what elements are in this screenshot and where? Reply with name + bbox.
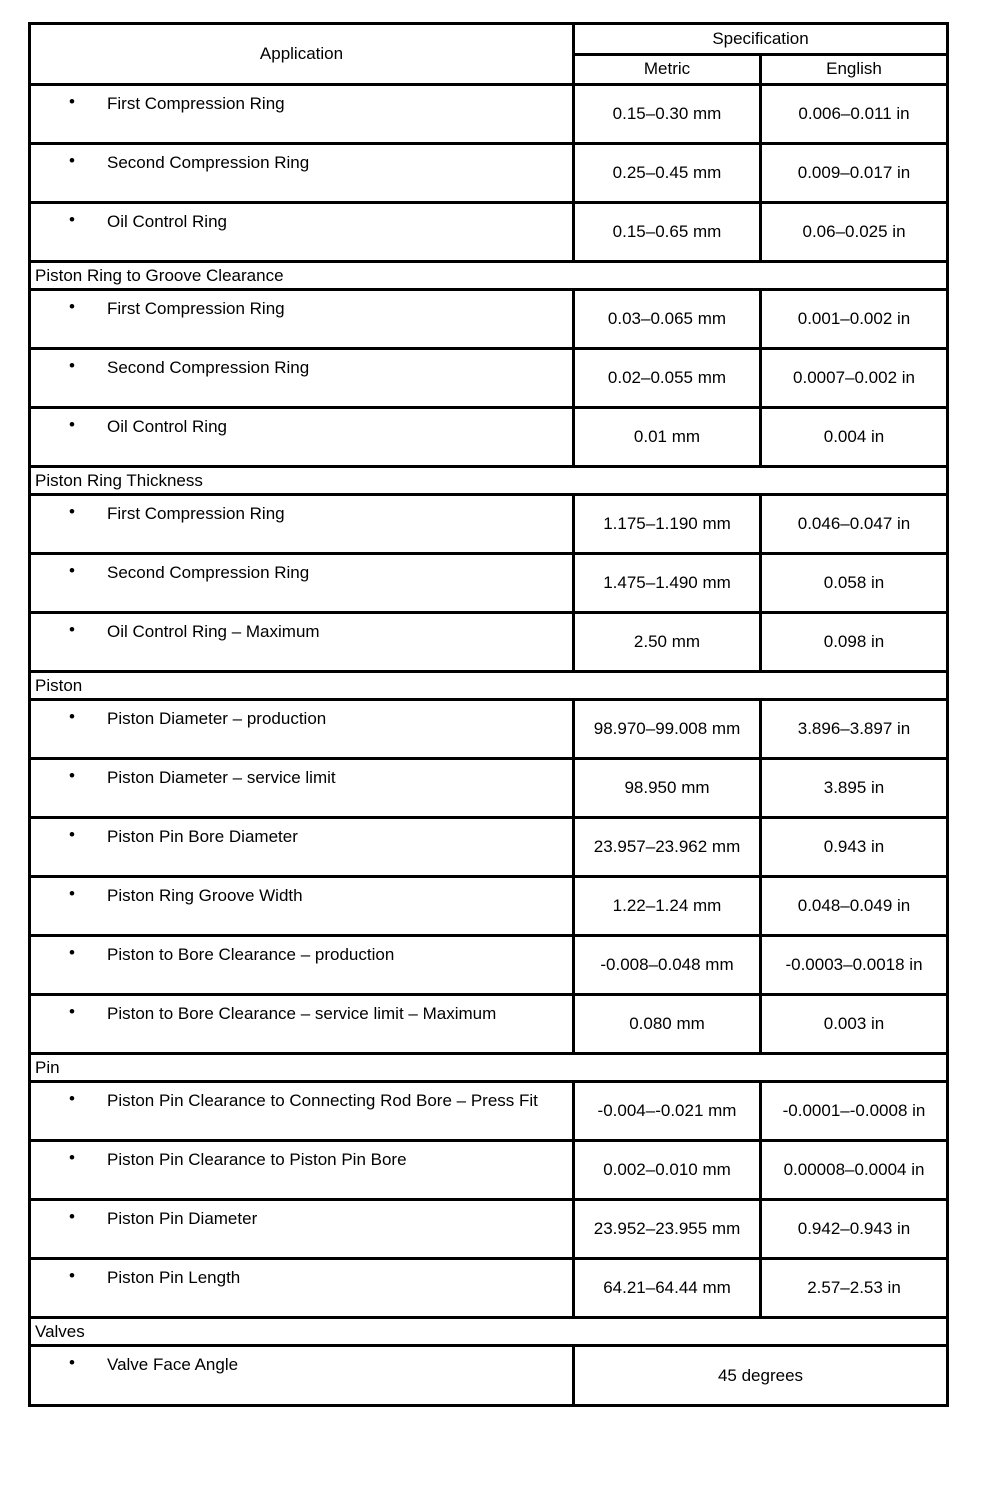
application-cell [30,877,574,936]
application-header: Application [30,24,574,85]
application-cell [30,1200,574,1259]
bullet-icon: • [69,825,75,844]
english-value: 3.895 in [761,759,948,818]
table-row [30,613,948,672]
application-label: Second Compression Ring [107,358,310,377]
english-value: 0.001–0.002 in [761,290,948,349]
section-heading: Valves [30,1318,948,1346]
application-cell [30,554,574,613]
section-row [30,262,948,290]
metric-value: 1.475–1.490 mm [574,554,761,613]
table-row [30,203,948,262]
bullet-icon: • [69,151,75,170]
section-row [30,672,948,700]
english-value: -0.0003–0.0018 in [761,936,948,995]
application-label: Piston to Bore Clearance – service limit – Maximum [107,1004,497,1023]
application-label: Piston Ring Groove Width [107,886,303,905]
application-cell [30,1259,574,1318]
table-row [30,700,948,759]
bullet-icon: • [69,561,75,580]
metric-value: 0.002–0.010 mm [574,1141,761,1200]
bullet-icon: • [69,1148,75,1167]
application-label: First Compression Ring [107,504,285,523]
english-value: 0.009–0.017 in [761,144,948,203]
bullet-icon: • [69,1266,75,1285]
metric-value: 1.175–1.190 mm [574,495,761,554]
metric-value: 0.02–0.055 mm [574,349,761,408]
application-label: Piston Pin Clearance to Piston Pin Bore [107,1150,407,1169]
metric-value: 0.15–0.65 mm [574,203,761,262]
application-cell [30,408,574,467]
application-label: Piston Pin Clearance to Connecting Rod Bore – Press Fit [107,1091,538,1110]
english-value: 0.046–0.047 in [761,495,948,554]
metric-value: 0.01 mm [574,408,761,467]
bullet-icon: • [69,1207,75,1226]
english-value: 2.57–2.53 in [761,1259,948,1318]
table-row [30,1259,948,1318]
english-value: 0.058 in [761,554,948,613]
bullet-icon: • [69,210,75,229]
application-cell [30,495,574,554]
english-value: 0.0007–0.002 in [761,349,948,408]
bullet-icon: • [69,415,75,434]
english-value: 0.048–0.049 in [761,877,948,936]
metric-value: 2.50 mm [574,613,761,672]
application-cell [30,759,574,818]
metric-value: 0.25–0.45 mm [574,144,761,203]
application-cell [30,349,574,408]
section-heading: Pin [30,1054,948,1082]
bullet-icon: • [69,92,75,111]
application-cell [30,936,574,995]
application-label: Oil Control Ring [107,212,227,231]
metric-value: 0.080 mm [574,995,761,1054]
application-label: Piston Diameter – service limit [107,768,336,787]
application-label: Oil Control Ring – Maximum [107,622,320,641]
application-cell [30,1082,574,1141]
application-label: First Compression Ring [107,94,285,113]
application-label: Second Compression Ring [107,563,310,582]
table-row [30,1200,948,1259]
table-row [30,995,948,1054]
bullet-icon: • [69,356,75,375]
english-value: 0.06–0.025 in [761,203,948,262]
metric-value: 0.15–0.30 mm [574,85,761,144]
bullet-icon: • [69,766,75,785]
metric-value: -0.004–-0.021 mm [574,1082,761,1141]
english-value: -0.0001–-0.0008 in [761,1082,948,1141]
bullet-icon: • [69,1002,75,1021]
metric-value: 1.22–1.24 mm [574,877,761,936]
english-value: 0.098 in [761,613,948,672]
bullet-icon: • [69,1089,75,1108]
application-label: Piston Diameter – production [107,709,327,728]
application-cell [30,85,574,144]
table-row [30,1346,948,1406]
bullet-icon: • [69,1353,75,1372]
application-cell [30,144,574,203]
section-heading: Piston [30,672,948,700]
metric-value: 23.952–23.955 mm [574,1200,761,1259]
table-row [30,495,948,554]
application-label: First Compression Ring [107,299,285,318]
application-cell [30,1141,574,1200]
application-label: Piston Pin Diameter [107,1209,258,1228]
english-value: 0.00008–0.0004 in [761,1141,948,1200]
application-cell [30,290,574,349]
metric-value: 0.03–0.065 mm [574,290,761,349]
english-value: 0.943 in [761,818,948,877]
application-label: Piston to Bore Clearance – production [107,945,395,964]
bullet-icon: • [69,884,75,903]
english-value: 0.942–0.943 in [761,1200,948,1259]
table-row [30,759,948,818]
section-row [30,1318,948,1346]
metric-value: 64.21–64.44 mm [574,1259,761,1318]
application-label: Valve Face Angle [107,1355,239,1374]
section-row [30,467,948,495]
table-row [30,554,948,613]
english-value: 0.006–0.011 in [761,85,948,144]
specification-table [28,22,949,1407]
specification-body [30,85,948,1406]
table-row [30,349,948,408]
metric-value: 98.950 mm [574,759,761,818]
table-row [30,408,948,467]
table-row [30,818,948,877]
table-row [30,85,948,144]
metric-header: Metric [574,54,761,85]
bullet-icon: • [69,502,75,521]
section-heading: Piston Ring to Groove Clearance [30,262,948,290]
application-label: Piston Pin Bore Diameter [107,827,298,846]
table-row [30,144,948,203]
application-label: Piston Pin Length [107,1268,241,1287]
application-cell [30,1346,574,1406]
application-cell [30,818,574,877]
table-row [30,1141,948,1200]
application-cell [30,613,574,672]
bullet-icon: • [69,707,75,726]
specification-value: 45 degrees [574,1346,948,1406]
english-header: English [761,54,948,85]
application-cell [30,203,574,262]
application-label: Second Compression Ring [107,153,310,172]
metric-value: -0.008–0.048 mm [574,936,761,995]
english-value: 0.003 in [761,995,948,1054]
table-row [30,936,948,995]
english-value: 3.896–3.897 in [761,700,948,759]
table-row [30,877,948,936]
application-label: Oil Control Ring [107,417,227,436]
specification-header: Specification [574,24,948,55]
metric-value: 23.957–23.962 mm [574,818,761,877]
bullet-icon: • [69,943,75,962]
section-row [30,1054,948,1082]
section-heading: Piston Ring Thickness [30,467,948,495]
application-cell [30,700,574,759]
metric-value: 98.970–99.008 mm [574,700,761,759]
bullet-icon: • [69,297,75,316]
english-value: 0.004 in [761,408,948,467]
bullet-icon: • [69,620,75,639]
table-row [30,290,948,349]
table-row [30,1082,948,1141]
application-cell [30,995,574,1054]
